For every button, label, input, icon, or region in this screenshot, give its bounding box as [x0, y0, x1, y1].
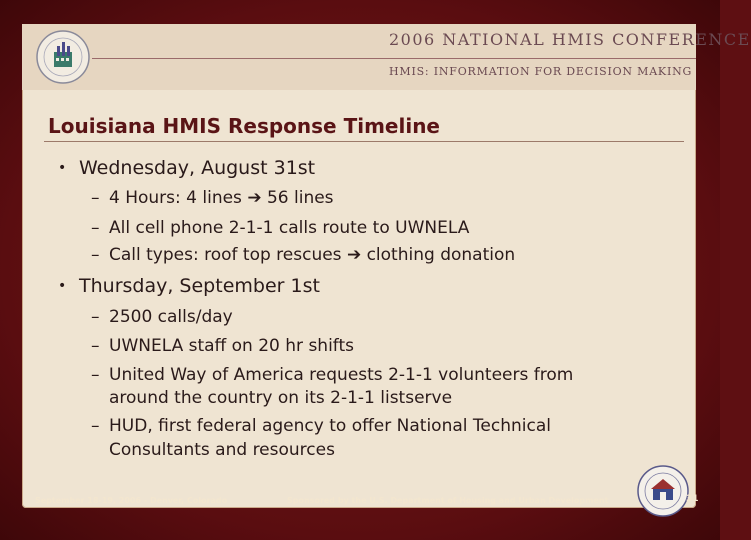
dash-marker: –: [91, 336, 100, 356]
subitem-text: HUD, first federal agency to offer National Technical: [109, 416, 551, 436]
subitem-text: United Way of America requests 2-1-1 volunteers from: [109, 365, 574, 385]
subitem-text: Consultants and resources: [109, 440, 335, 460]
page-number: 31: [686, 494, 699, 504]
subitem-text: UWNELA staff on 20 hr shifts: [109, 336, 355, 356]
bullet-marker: •: [58, 278, 67, 294]
slide-title: Louisiana HMIS Response Timeline: [48, 114, 440, 138]
dash-marker: –: [91, 307, 100, 327]
footer-date-location: September 18-19, 2006 - Denver, Colorado: [35, 496, 228, 505]
conference-title: 2006 NATIONAL HMIS CONFERENCE: [389, 30, 751, 49]
bullet-text: Thursday, September 1st: [79, 275, 320, 297]
conference-subtitle: HMIS: INFORMATION FOR DECISION MAKING: [389, 65, 693, 78]
dash-marker: –: [91, 245, 100, 265]
subitem-text: 4 Hours: 4 lines ➔ 56 lines: [109, 188, 334, 208]
slide: [22, 24, 751, 508]
footer-sponsor: Sponsored by the U.S. Department of Housing and Urban Development: [287, 496, 609, 505]
dash-marker: –: [91, 416, 100, 436]
subitem-text: Call types: roof top rescues ➔ clothing donation: [109, 245, 516, 265]
dash-marker: –: [91, 188, 100, 208]
dash-marker: –: [91, 218, 100, 238]
bullet-text: Wednesday, August 31st: [79, 157, 316, 179]
bullet-marker: •: [58, 160, 67, 176]
subitem-text: All cell phone 2-1-1 calls route to UWNELA: [109, 218, 470, 238]
subitem-text: around the country on its 2-1-1 listserve: [109, 388, 453, 408]
dash-marker: –: [91, 365, 100, 385]
subitem-text: 2500 calls/day: [109, 307, 233, 327]
slide-content: [22, 24, 751, 508]
